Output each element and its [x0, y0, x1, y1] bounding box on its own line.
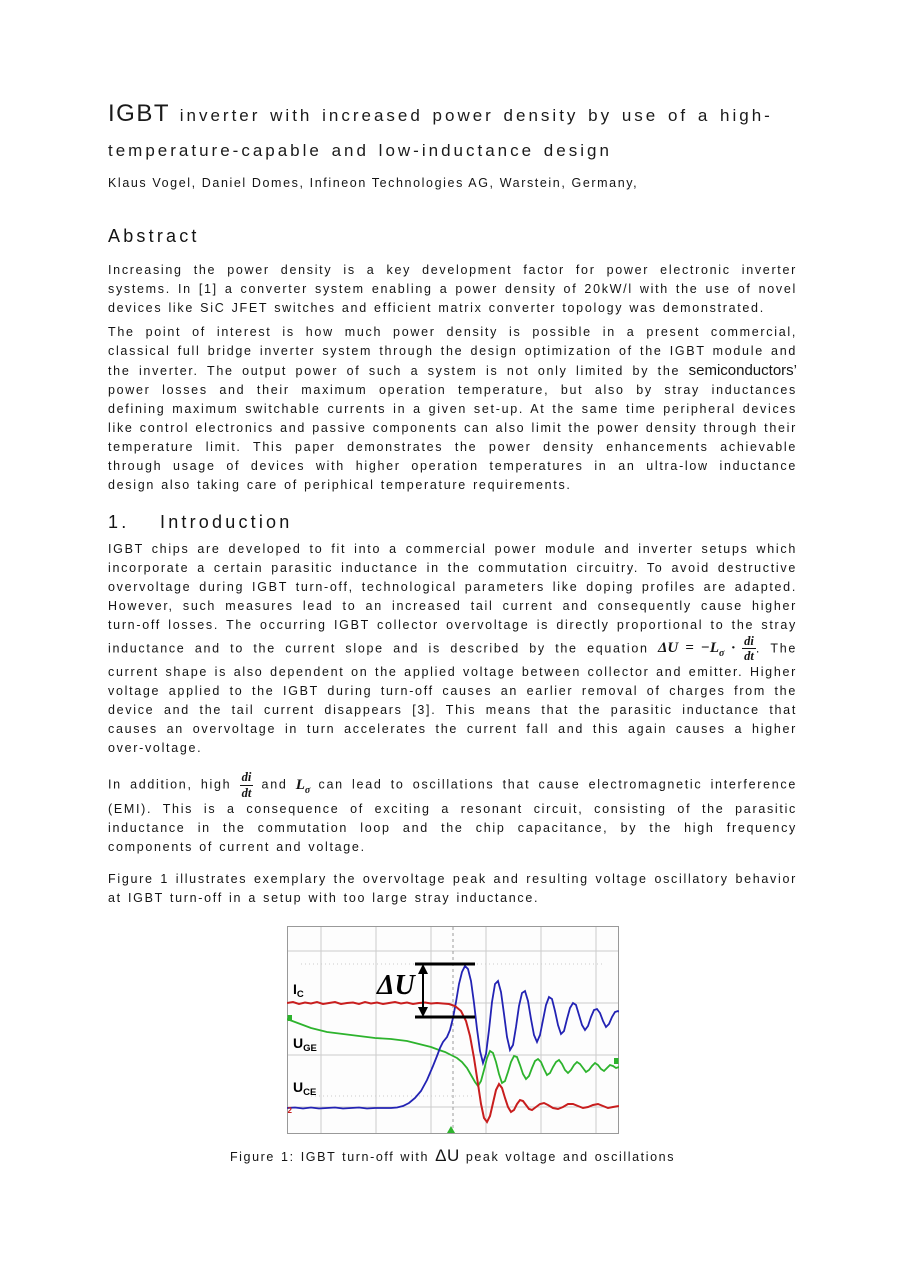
- paper-title: [108, 96, 780, 168]
- equation-lhs: ΔU = −L: [658, 640, 719, 657]
- intro-paragraph-3: Figure 1 illustrates exemplary the overvoltage peak and resulting voltage oscillatory behavior at IGBT turn-off in a setup with too large stray inductance.: [108, 871, 797, 905]
- delta-u-text: ΔU: [376, 969, 415, 1001]
- caption-seg0: Figure 1: IGBT turn-off with: [229, 1149, 436, 1164]
- intro-paragraph-2: [108, 771, 797, 856]
- intro-paragraph-1: [108, 540, 797, 758]
- di-dt-denominator: dt: [241, 785, 252, 800]
- intro-p1-seg0: IGBT chips are developed to fit into a commercial power module and inverter setups which incorporate a certain parasitic inductance in the commutation circuitry. To avoid destructive overvoltage during IGBT turn-off, technological parameters like doping profiles are adapted. However, such measures lead to an increased tail current and consequently cause higher turn-off losses. The occurring IGBT collector overvoltage is directly proportional to the stray inductance and to the current slope and is described by the equation: [108, 542, 797, 656]
- figure-1: [108, 926, 797, 1167]
- section-number: 1.: [108, 512, 130, 532]
- uce-label: $U_{CE}$: [292, 1078, 316, 1098]
- caption-delta-u: ΔU: [435, 1145, 460, 1165]
- l-symbol: L: [295, 776, 305, 793]
- intro-p2-seg0: In addition, high: [108, 777, 240, 792]
- intro-p1-seg1: . The current shape is also dependent on the applied voltage between collector and emitter. Higher voltage applied to the IGBT during turn-off causes an earlier removal of charges from the device and the tail current disappears [3]. This means that the parasitic inductance that causes an overvoltage in turn accelerates the current fall and this again causes a higher over-voltage.: [108, 641, 798, 756]
- sigma-subscript: σ: [719, 648, 725, 660]
- abstract-heading: Abstract: [108, 226, 200, 246]
- inline-equation: [658, 634, 756, 664]
- intro-p2-seg2: can lead to oscillations that cause electromagnetic interference (EMI). This is a consequence of exciting a resonant circuit, consisting of the parasitic inductance in the commutation loop and the chip capacitance, by the high frequency components of current and voltage.: [108, 777, 797, 854]
- di-dt-fraction: [240, 770, 254, 800]
- abstract-paragraph-2: [108, 323, 797, 495]
- abstract-p2-seg1: power losses and their maximum operation temperature, but also by stray inductances defining maximum switchable currents in a given set-up. At the same time peripheral devices like control electronics and passive components can also limit the power density through their temperature limit. This paper demonstrates the power density enhancements achievable through usage of devices with higher operation temperatures in an ultra-low inductance design also taking care of periphical temperature requirements.: [108, 383, 797, 492]
- authors-line: Klaus Vogel, Daniel Domes, Infineon Technologies AG, Warstein, Germany,: [108, 176, 639, 190]
- section-title: Introduction: [160, 512, 293, 532]
- fraction-numerator: di: [744, 634, 754, 648]
- figure-caption: [108, 1146, 797, 1167]
- dot-operator: ·: [731, 640, 736, 657]
- title-rest-run: inverter with increased power density by use of a high-temperature-capable and low-inductance design: [108, 106, 773, 160]
- uge-channel-marker-left: [287, 1015, 292, 1021]
- uge-label: $U_{GE}$: [292, 1034, 317, 1054]
- title-product-run: IGBT: [108, 100, 171, 127]
- abstract-p2-seg0: The point of interest is how much power density is possible in a present commercial, classical full bridge inverter system through the design optimization of the IGBT module and the inverter. The output power of such a system is not only limited by the: [108, 325, 797, 378]
- uce-channel-marker-left: 2: [287, 1105, 292, 1115]
- equation-fraction: [742, 635, 756, 663]
- abstract-paragraph-1: Increasing the power density is a key development factor for power electronic inverter systems. In [1] a converter system enabling a power density of 20kW/l with the use of novel devices like SiC JFET switches and efficient matrix converter topology was demonstrated.: [108, 263, 797, 315]
- ic-label: $I_C$: [292, 980, 304, 1000]
- section-1-heading: [108, 509, 797, 535]
- di-dt-numerator: di: [241, 770, 252, 785]
- caption-seg1: peak voltage and oscillations: [459, 1149, 676, 1164]
- oscilloscope-plot: [287, 926, 619, 1134]
- l-sigma-subscript: σ: [304, 784, 311, 796]
- l-sigma-term: [295, 776, 311, 796]
- fraction-denominator: dt: [744, 649, 754, 664]
- intro-p2-seg1: and: [253, 777, 296, 792]
- uge-marker-right: [614, 1058, 619, 1064]
- semiconductors-run: semiconductors’: [688, 362, 797, 379]
